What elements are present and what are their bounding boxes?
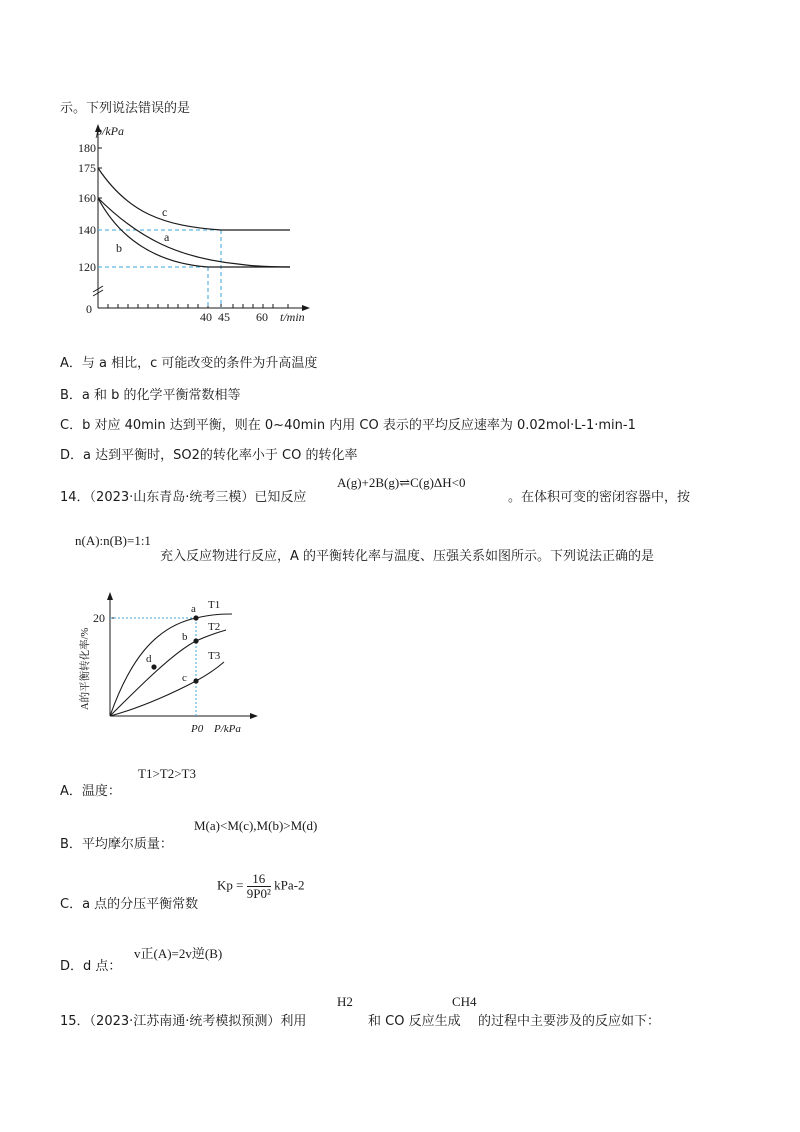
q14-option-b-label: B．平均摩尔质量： — [60, 837, 173, 852]
svg-text:P0: P0 — [191, 723, 204, 735]
question-number: 14． — [60, 490, 90, 505]
q14-option-b-formula: M(a)<M(c),M(b)>M(d) — [194, 818, 318, 833]
svg-text:c: c — [162, 205, 168, 219]
q15-h2: H2 — [337, 994, 353, 1009]
svg-text:b: b — [182, 631, 188, 643]
q14-option-d-label: D．d 点： — [60, 959, 122, 974]
intro-line: 示。下列说法错误的是 — [60, 101, 191, 116]
q15-stem-end: 的过程中主要涉及的反应如下： — [478, 1014, 661, 1029]
q14-option-d-formula: v正(A)=2v逆(B) — [134, 946, 223, 961]
q14-ratio: n(A):n(B)=1:1 — [75, 533, 151, 548]
point-c — [193, 678, 198, 683]
y-axis-label: p/kPa — [96, 124, 124, 138]
q15-stem-start — [60, 1010, 306, 1029]
svg-text:b: b — [116, 241, 122, 255]
svg-text:40: 40 — [200, 310, 212, 324]
conversion-pressure-chart — [74, 592, 264, 742]
svg-text:T2: T2 — [208, 621, 221, 633]
question-source: （2023·山东青岛·统考三模）已知反应 — [89, 490, 307, 505]
svg-text:c: c — [182, 672, 187, 684]
svg-text:140: 140 — [78, 223, 96, 237]
point-a — [193, 615, 198, 620]
q14-option-c-label: C．a 点的分压平衡常数 — [60, 897, 199, 912]
q13-option-b: B．a 和 b 的化学平衡常数相等 — [60, 388, 241, 403]
svg-text:d: d — [146, 653, 152, 665]
svg-text:120: 120 — [78, 260, 96, 274]
q14-stem-line2: 充入反应物进行反应，A 的平衡转化率与温度、压强关系如图所示。下列说法正确的是 — [160, 549, 655, 564]
curve-a — [98, 198, 290, 267]
svg-text:T3: T3 — [208, 650, 221, 662]
q14-option-a-label: A．温度： — [60, 784, 121, 799]
svg-text:60: 60 — [256, 310, 268, 324]
q14-stem-line1-end: 。在体积可变的密闭容器中，按 — [508, 490, 691, 505]
question-source: （2023·江苏南通·统考模拟预测）利用 — [89, 1014, 307, 1029]
pressure-time-chart — [78, 118, 328, 328]
q15-stem-middle: 和 CO 反应生成 — [368, 1014, 461, 1029]
curve-c — [98, 168, 290, 230]
q14-option-c-formula: Kp = $\frac{16}{\text{9P0²}}$ kPa-2 — [217, 871, 305, 901]
q13-option-d: D．a 达到平衡时，SO2的转化率小于 CO 的转化率 — [60, 448, 358, 463]
q13-option-c: C．b 对应 40min 达到平衡，则在 0~40min 内用 CO 表示的平均反应速率为 0.02mol·L-1·min-1 — [60, 418, 636, 433]
q14-option-a-formula: T1>T2>T3 — [138, 766, 196, 781]
svg-text:20: 20 — [93, 611, 105, 625]
svg-text:160: 160 — [78, 191, 96, 205]
svg-text:45: 45 — [218, 310, 230, 324]
svg-text:180: 180 — [78, 141, 96, 155]
svg-text:P/kPa: P/kPa — [214, 723, 241, 735]
q15-ch4: CH4 — [452, 994, 477, 1009]
svg-text:0: 0 — [86, 302, 92, 316]
x-axis-label: t/min — [280, 310, 305, 324]
q14-stem-line1 — [60, 486, 306, 505]
point-d — [151, 664, 156, 669]
svg-text:T1: T1 — [208, 599, 221, 611]
question-number: 15． — [60, 1014, 90, 1029]
svg-text:a: a — [164, 230, 170, 244]
svg-text:a: a — [191, 603, 196, 615]
point-b — [193, 638, 198, 643]
svg-text:175: 175 — [78, 161, 96, 175]
y-axis-label: A的平衡转化率/% — [80, 627, 91, 710]
q14-reaction: A(g)+2B(g)⇌C(g)ΔH<0 — [337, 475, 466, 490]
curve-t3 — [110, 662, 224, 716]
q13-option-a: A．与 a 相比，c 可能改变的条件为升高温度 — [60, 356, 318, 371]
